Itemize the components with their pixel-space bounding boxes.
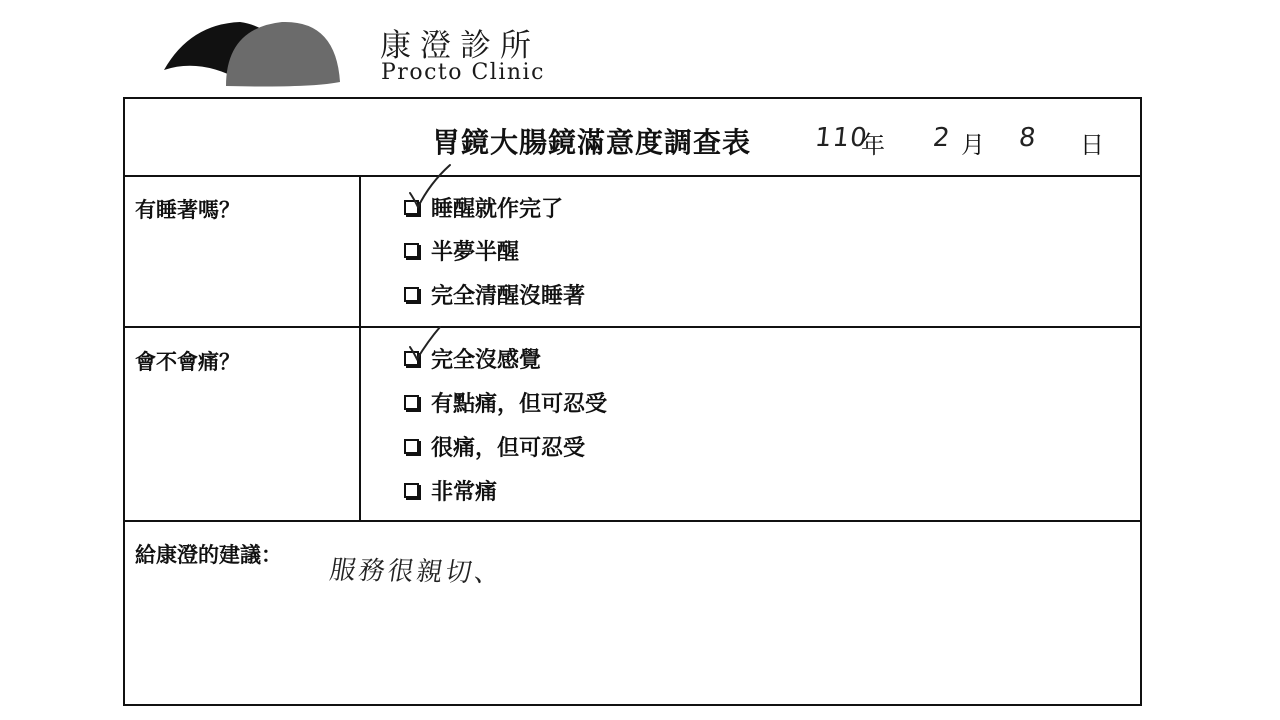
survey-title: 胃鏡大腸鏡滿意度調查表 [432,126,752,159]
clinic-name-english: Procto Clinic [381,60,545,85]
comment-label: 給康澄的建議： [135,543,282,567]
date-day-value[interactable]: 8 [1017,123,1038,153]
option-pain-2[interactable] [404,388,607,416]
option-label: 非常痛 [431,479,498,505]
divider [125,520,1140,522]
checkbox[interactable] [404,439,419,454]
option-label: 完全清醒沒睡著 [431,283,586,309]
option-label: 完全沒感覺 [431,347,542,373]
checkmark-icon [406,163,456,213]
divider [125,326,1140,328]
option-sleep-3[interactable] [404,280,585,308]
option-pain-3[interactable] [404,432,585,460]
question-sleep-label: 有睡著嗎？ [135,198,240,222]
option-label: 有點痛，但可忍受 [431,391,608,417]
checkbox[interactable] [404,287,419,302]
date-year-label: 年 [861,131,885,159]
date-year-value[interactable]: 110 [813,123,870,153]
divider [125,175,1140,177]
two-overlapping-semicircles-icon [160,18,350,90]
option-pain-4[interactable] [404,476,497,504]
option-sleep-2[interactable] [404,236,519,264]
clinic-name-chinese: 康澄診所 [380,28,540,64]
date-month-value[interactable]: 2 [931,123,952,153]
date-day-label: 日 [1080,131,1104,159]
checkmark-icon [406,321,456,371]
option-label: 半夢半醒 [431,239,520,265]
date-month-label: 月 [961,131,985,159]
comment-handwritten-text[interactable]: 服務很親切、 [327,555,506,589]
checkbox[interactable] [404,395,419,410]
question-pain-label: 會不會痛？ [135,350,240,374]
option-label: 很痛，但可忍受 [431,435,586,461]
checkbox[interactable] [404,243,419,258]
survey-form [123,97,1142,706]
checkbox[interactable] [404,483,419,498]
column-divider [359,176,361,520]
option-label: 睡醒就作完了 [431,196,564,222]
